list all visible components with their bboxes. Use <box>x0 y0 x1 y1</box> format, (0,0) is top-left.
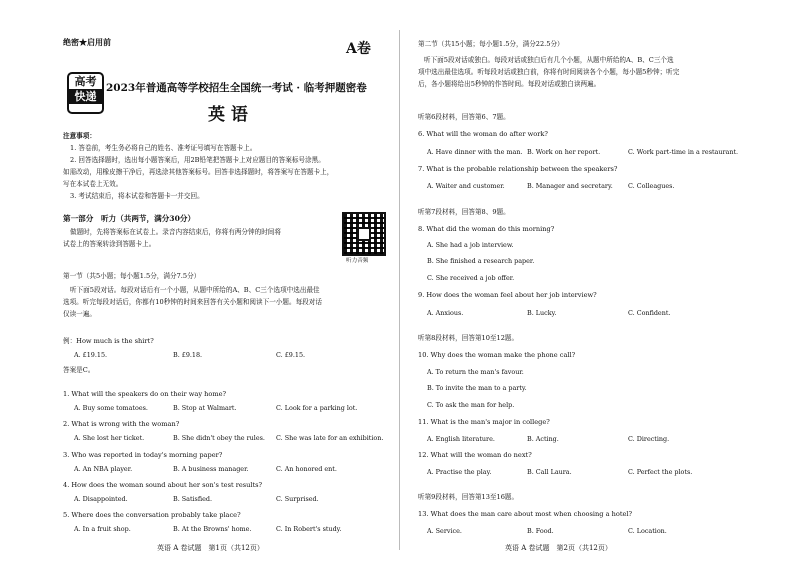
option-c[interactable]: C. An honored ent. <box>276 465 337 473</box>
sec2-desc: 项中选出最佳选项。听每段对话或独白前，你将有时间阅读各个小题，每小题5秒钟；听完 <box>418 68 680 76</box>
qr-code-icon[interactable] <box>342 212 386 256</box>
sec2-title: 第二节（共15小题；每小题1.5分，满分22.5分） <box>418 40 564 48</box>
part1-desc: 试卷上的答案转涂到答题卡上。 <box>63 240 156 248</box>
option-b[interactable]: B. A business manager. <box>173 465 249 473</box>
option-b[interactable]: B. Work on her report. <box>527 148 601 156</box>
sec1-desc: 听下面5段对话。每段对话后有一个小题，从题中所给的A、B、C三个选项中选出最佳 <box>70 286 320 294</box>
qr-caption: 听力音频 <box>346 258 369 264</box>
option-b[interactable]: B. To invite the man to a party. <box>427 384 527 392</box>
question-text: 13. What does the man care about most when choosing a hotel? <box>418 510 633 518</box>
option-a[interactable]: A. Practise the play. <box>427 468 492 476</box>
exam-title: 2023年普通高等学校招生全国统一考试 · 临考押题密卷 <box>106 82 367 94</box>
option-b[interactable]: B. She didn't obey the rules. <box>173 434 265 442</box>
option-a[interactable]: A. English literature. <box>427 435 495 443</box>
example-answer: 答案是C。 <box>63 366 95 374</box>
group-heading: 听第8段材料，回答第10至12题。 <box>418 334 519 342</box>
option-b[interactable]: B. Call Laura. <box>527 468 572 476</box>
example-option: C. £9.15. <box>276 351 306 359</box>
option-c[interactable]: C. Directing. <box>628 435 670 443</box>
option-c[interactable]: C. Work part-time in a restaurant. <box>628 148 739 156</box>
question-text: 11. What is the man's major in college? <box>418 418 550 426</box>
option-c[interactable]: C. Location. <box>628 527 667 535</box>
example-question: 例：How much is the shirt? <box>63 337 154 345</box>
sec1-desc: 选项。听完每段对话后，你都有10秒钟的时间来回答有关小题和阅读下一小题。每段对话 <box>63 298 322 306</box>
option-b[interactable]: B. At the Browns' home. <box>173 525 252 533</box>
sec1-title: 第一节（共5小题；每小题1.5分，满分7.5分） <box>63 272 201 280</box>
option-b[interactable]: B. Food. <box>527 527 554 535</box>
option-a[interactable]: A. Have dinner with the man. <box>427 148 523 156</box>
option-c[interactable]: C. To ask the man for help. <box>427 401 515 409</box>
option-b[interactable]: B. Stop at Walmart. <box>173 404 237 412</box>
subject-title: 英 语 <box>208 105 248 125</box>
option-c[interactable]: C. Confident. <box>628 309 671 317</box>
part1-desc: 做题时，先将答案标在试卷上。录音内容结束后，你将有两分钟的时间将 <box>70 228 281 236</box>
option-a[interactable]: A. An NBA player. <box>74 465 133 473</box>
confidential-label: 绝密★启用前 <box>63 37 111 47</box>
question-text: 12. What will the woman do next? <box>418 451 532 459</box>
notes-title: 注意事项： <box>63 132 96 140</box>
option-a[interactable]: A. She lost her ticket. <box>74 434 145 442</box>
note-line: 1. 答卷前，考生务必将自己的姓名、准考证号填写在答题卡上。 <box>70 144 257 152</box>
example-option: B. £9.18. <box>173 351 203 359</box>
option-a[interactable]: A. Waiter and customer. <box>427 182 505 190</box>
option-c[interactable]: C. Colleagues. <box>628 182 675 190</box>
question-text: 2. What is wrong with the woman? <box>63 420 180 428</box>
group-heading: 听第6段材料，回答第6、7题。 <box>418 113 510 121</box>
group-heading: 听第9段材料，回答第13至16题。 <box>418 493 519 501</box>
question-text: 8. What did the woman do this morning? <box>418 225 555 233</box>
sec2-desc: 听下面5段对话或独白。每段对话或独白后有几个小题，从题中所给的A、B、C三个选 <box>424 56 674 64</box>
option-c[interactable]: C. Surprised. <box>276 495 319 503</box>
page-footer: 英语 A 卷试题 第1页（共12页） <box>157 544 264 552</box>
note-line: 2. 回答选择题时，选出每小题答案后，用2B铅笔把答题卡上对应题目的答案标号涂黑。 <box>70 156 325 164</box>
question-text: 5. Where does the conversation probably take place? <box>63 511 241 519</box>
note-line: 3. 考试结束后，将本试卷和答题卡一并交回。 <box>70 192 204 200</box>
sec2-desc: 后，各小题将给出5秒钟的作答时间。每段对话或独白读两遍。 <box>418 80 601 88</box>
example-option: A. £19.15. <box>74 351 108 359</box>
option-b[interactable]: B. Manager and secretary. <box>527 182 613 190</box>
question-text: 7. What is the probable relationship between the speakers? <box>418 165 618 173</box>
option-a[interactable]: A. She had a job interview. <box>427 241 514 249</box>
option-c[interactable]: C. Look for a parking lot. <box>276 404 358 412</box>
option-a[interactable]: A. To return the man's favour. <box>427 368 524 376</box>
option-a[interactable]: A. Service. <box>427 527 462 535</box>
option-a[interactable]: A. Anxious. <box>427 309 464 317</box>
question-text: 9. How does the woman feel about her job interview? <box>418 291 597 299</box>
right-page <box>400 0 800 566</box>
question-text: 10. Why does the woman make the phone call? <box>418 351 576 359</box>
option-a[interactable]: A. Disappointed. <box>74 495 128 503</box>
option-b[interactable]: B. Acting. <box>527 435 559 443</box>
question-text: 6. What will the woman do after work? <box>418 130 548 138</box>
option-b[interactable]: B. She finished a research paper. <box>427 257 535 265</box>
option-a[interactable]: A. In a fruit shop. <box>74 525 131 533</box>
sec1-desc: 仅读一遍。 <box>63 310 96 318</box>
option-b[interactable]: B. Lucky. <box>527 309 557 317</box>
note-line: 写在本试卷上无效。 <box>63 180 123 188</box>
exam-logo: 高考 快递 <box>67 72 104 114</box>
option-c[interactable]: C. Perfect the plots. <box>628 468 693 476</box>
page-footer: 英语 A 卷试题 第2页（共12页） <box>505 544 612 552</box>
option-a[interactable]: A. Buy some tomatoes. <box>74 404 148 412</box>
option-b[interactable]: B. Satisfied. <box>173 495 213 503</box>
note-line: 如需改动，用橡皮擦干净后，再选涂其他答案标号。回答非选择题时，将答案写在答题卡上， <box>63 168 334 176</box>
option-c[interactable]: C. She was late for an exhibition. <box>276 434 384 442</box>
question-text: 3. Who was reported in today's morning paper? <box>63 451 223 459</box>
question-text: 1. What will the speakers do on their way home? <box>63 390 227 398</box>
part1-title: 第一部分 听力（共两节，满分30分） <box>63 214 196 223</box>
group-heading: 听第7段材料，回答第8、9题。 <box>418 208 510 216</box>
volume-label: A卷 <box>346 41 371 57</box>
option-c[interactable]: C. She received a job offer. <box>427 274 515 282</box>
option-c[interactable]: C. In Robert's study. <box>276 525 342 533</box>
question-text: 4. How does the woman sound about her son's test results? <box>63 481 263 489</box>
